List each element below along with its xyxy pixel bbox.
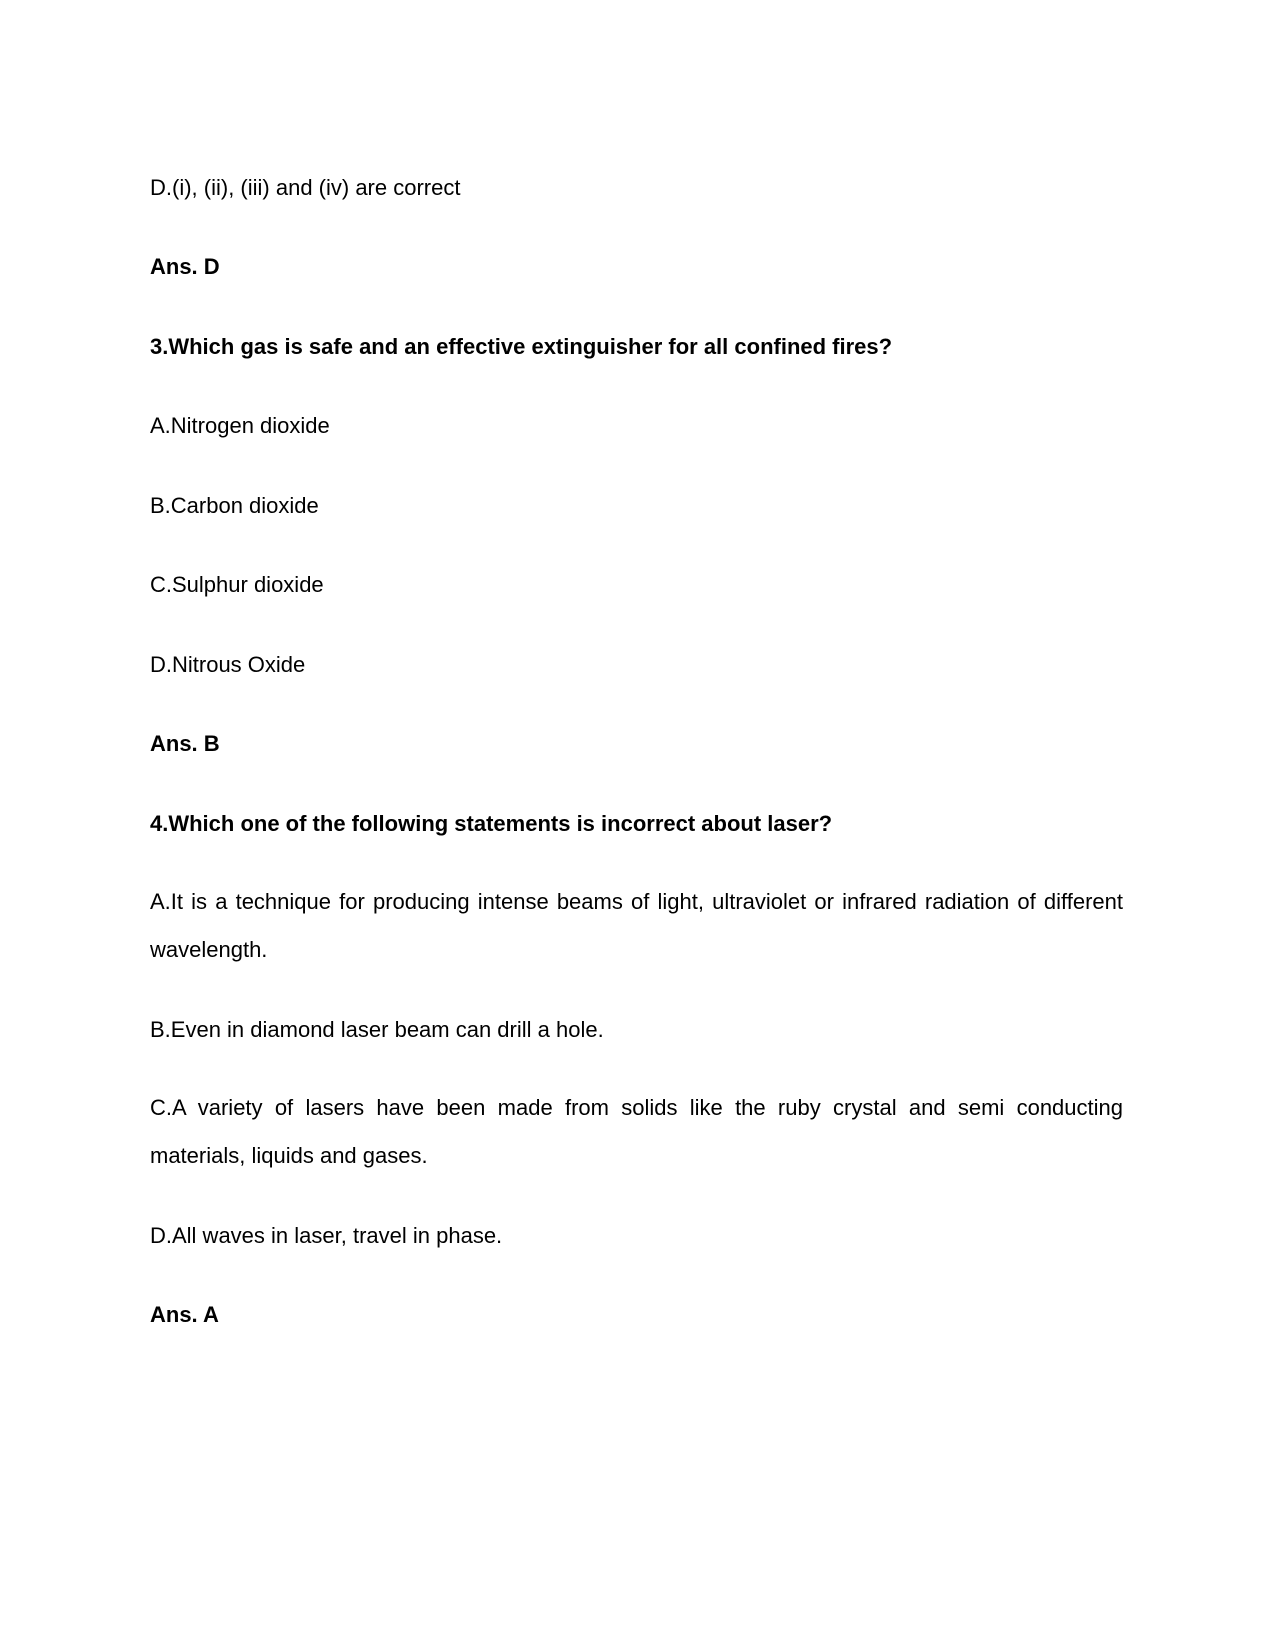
q4-option-c: C.A variety of lasers have been made from solids like the ruby crystal and semi conducting materials, liquids and gases.	[150, 1095, 1123, 1168]
q4-option-b: B.Even in diamond laser beam can drill a hole.	[150, 1017, 604, 1042]
q3-option-d: D.Nitrous Oxide	[150, 652, 306, 677]
q4-option-a: A.It is a technique for producing intense beams of light, ultraviolet or infrared radiation of different wavelength.	[150, 889, 1123, 962]
q4-answer: Ans. A	[150, 1302, 219, 1327]
q3-option-b: B.Carbon dioxide	[150, 493, 319, 518]
q2-answer: Ans. D	[150, 254, 220, 279]
q3-option-a: A.Nitrogen dioxide	[150, 413, 330, 438]
q2-option-d: D.(i), (ii), (iii) and (iv) are correct	[150, 175, 461, 200]
q3-answer: Ans. B	[150, 731, 220, 756]
q3-question: 3.Which gas is safe and an effective extinguisher for all confined fires?	[150, 334, 893, 359]
q4-option-d: D.All waves in laser, travel in phase.	[150, 1223, 503, 1248]
q4-question: 4.Which one of the following statements is incorrect about laser?	[150, 811, 833, 836]
q3-option-c: C.Sulphur dioxide	[150, 572, 324, 597]
